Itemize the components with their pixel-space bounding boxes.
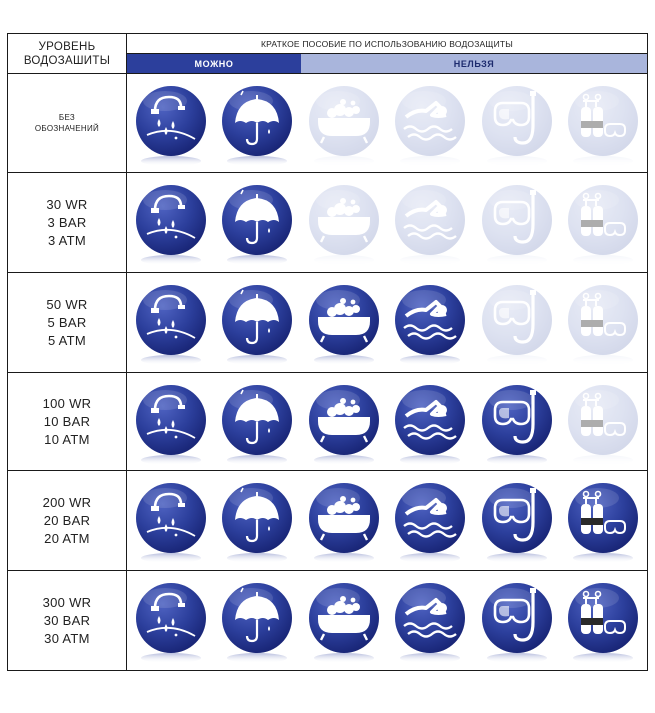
swimmer-icon [392,83,468,165]
bathtub-cell [300,273,387,372]
level-label [8,74,127,172]
swimmer-icon [392,382,468,464]
swimmer-cell [387,471,474,570]
level-label [8,471,127,570]
level-label-line: 10 ATM [44,431,90,447]
umbrella-cell [214,74,301,172]
swimmer-cell [387,74,474,172]
level-label-line: 100 WR [42,395,92,411]
table-row [8,571,647,671]
umbrella-icon [219,182,295,264]
swimmer-icon [392,480,468,562]
bathtub-icon [306,382,382,464]
level-header-line-1: УРОВЕНЬ [38,40,96,53]
umbrella-cell [214,373,301,470]
faucet-cell [127,273,214,372]
level-label-line: ОБОЗНАЧЕНИЙ [34,124,100,133]
bathtub-icon [306,480,382,562]
bathtub-icon [306,182,382,264]
level-label-line: 20 BAR [43,512,91,528]
level-header [8,34,127,74]
faucet-cell [127,173,214,272]
table-row [8,273,647,373]
swimmer-cell [387,173,474,272]
faucet-cell [127,471,214,570]
scuba-tanks-icon [565,282,641,364]
bathtub-cell [300,74,387,172]
scuba-tanks-cell [560,173,647,272]
snorkel-mask-cell [473,373,560,470]
snorkel-mask-cell [473,74,560,172]
swimmer-icon [392,580,468,662]
snorkel-mask-icon [479,382,555,464]
level-label-line: 3 BAR [47,214,87,230]
swimmer-cell [387,571,474,671]
level-label-line: 5 BAR [47,314,87,330]
level-header-line-2: ВОДОЗАШИТЫ [23,54,111,67]
level-label [8,273,127,372]
scuba-tanks-icon [565,580,641,662]
level-label-line: БЕЗ [58,113,76,122]
level-label-line: 50 WR [46,296,88,312]
bathtub-icon [306,580,382,662]
level-label-line: 30 ATM [44,631,90,646]
faucet-cell [127,571,214,671]
level-label-line: 30 BAR [43,613,91,628]
umbrella-icon [219,382,295,464]
bathtub-cell [300,373,387,470]
bathtub-cell [300,471,387,570]
snorkel-mask-cell [473,471,560,570]
faucet-icon [133,580,209,662]
faucet-icon [133,282,209,364]
level-label-line: 3 ATM [47,232,87,248]
level-label-line: 200 WR [42,494,92,510]
faucet-icon [133,382,209,464]
bathtub-icon [306,282,382,364]
scuba-tanks-icon [565,83,641,165]
snorkel-mask-icon [479,282,555,364]
scuba-tanks-cell [560,373,647,470]
faucet-cell [127,74,214,172]
cannot-header: НЕЛЬЗЯ [301,54,647,74]
level-label-line: 20 ATM [44,530,90,546]
snorkel-mask-icon [479,480,555,562]
snorkel-mask-icon [479,580,555,662]
table-row [8,173,647,273]
level-label-line: 30 WR [46,196,88,212]
table-row [8,373,647,471]
faucet-icon [133,182,209,264]
level-label-line: 5 ATM [47,332,87,348]
umbrella-cell [214,273,301,372]
scuba-tanks-icon [565,382,641,464]
snorkel-mask-icon [479,182,555,264]
faucet-cell [127,373,214,470]
umbrella-icon [219,282,295,364]
scuba-tanks-cell [560,74,647,172]
level-label [8,571,127,671]
swimmer-icon [392,182,468,264]
faucet-icon [133,83,209,165]
scuba-tanks-cell [560,273,647,372]
snorkel-mask-icon [479,83,555,165]
umbrella-cell [214,471,301,570]
bathtub-cell [300,173,387,272]
table-row [8,74,647,173]
swimmer-cell [387,273,474,372]
snorkel-mask-cell [473,273,560,372]
umbrella-icon [219,480,295,562]
table-title: КРАТКОЕ ПОСОБИЕ ПО ИСПОЛЬЗОВАНИЮ ВОДОЗАЩИТЫ [127,34,647,54]
bathtub-cell [300,571,387,671]
faucet-icon [133,480,209,562]
umbrella-cell [214,571,301,671]
scuba-tanks-cell [560,571,647,671]
snorkel-mask-cell [473,571,560,671]
level-label-line: 10 BAR [43,413,91,429]
swimmer-icon [392,282,468,364]
umbrella-icon [219,83,295,165]
level-label [8,373,127,470]
umbrella-icon [219,580,295,662]
scuba-tanks-cell [560,471,647,570]
bathtub-icon [306,83,382,165]
water-resistance-table [7,33,648,671]
scuba-tanks-icon [565,182,641,264]
level-label [8,173,127,272]
scuba-tanks-icon [565,480,641,562]
table-row [8,471,647,571]
level-label-line: 300 WR [42,595,92,610]
can-header: МОЖНО [127,54,301,74]
umbrella-cell [214,173,301,272]
swimmer-cell [387,373,474,470]
snorkel-mask-cell [473,173,560,272]
